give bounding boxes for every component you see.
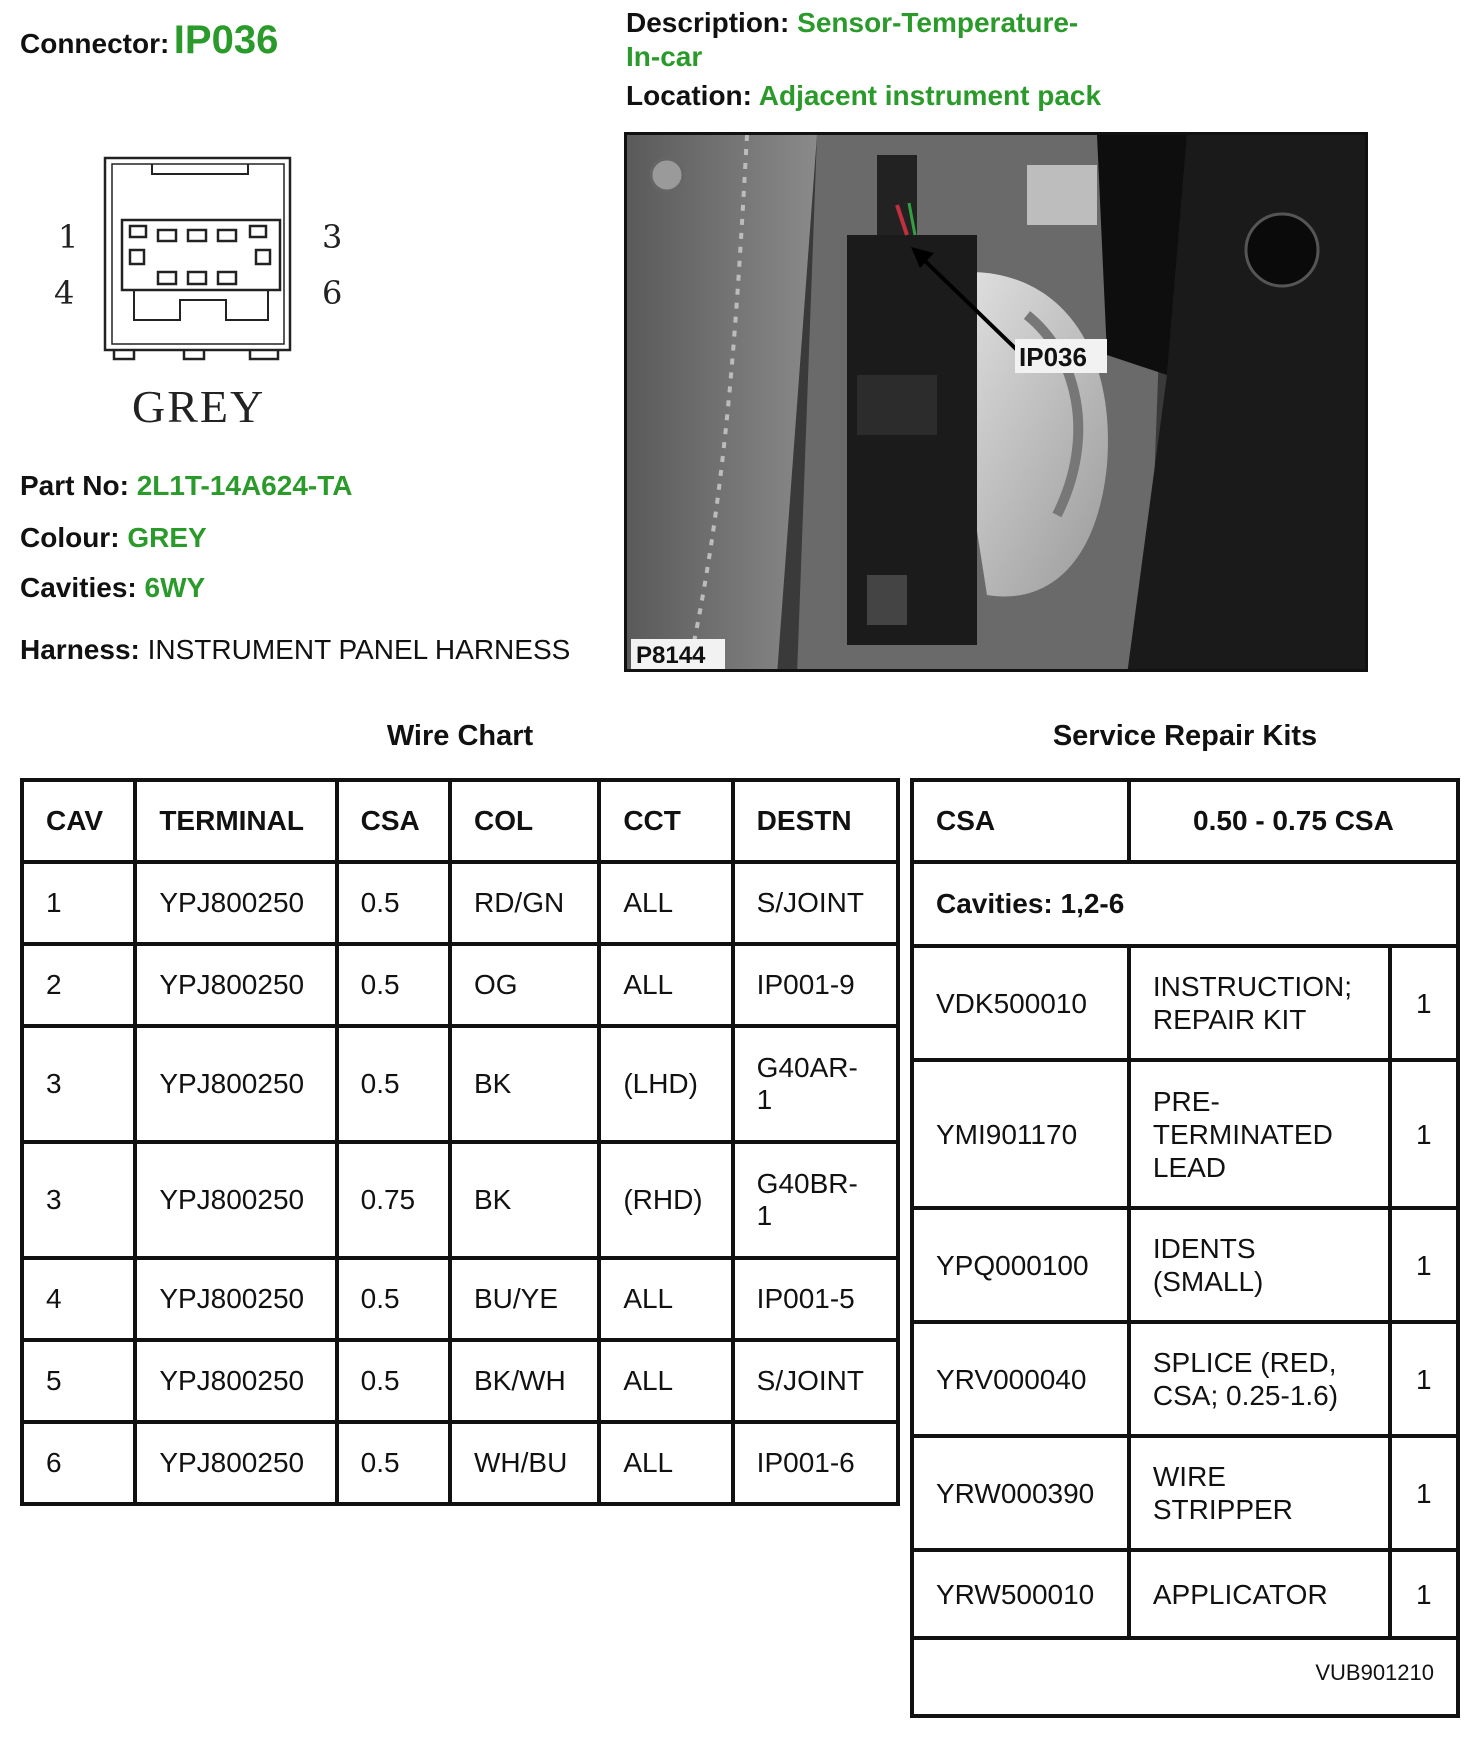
- wire-cell-col: BK: [450, 1142, 599, 1258]
- wire-cell-destn: G40BR- 1: [733, 1142, 898, 1258]
- wire-cell-destn: IP001-9: [733, 944, 898, 1026]
- part-no-value: 2L1T-14A624-TA: [136, 470, 353, 501]
- table-row: [22, 1142, 898, 1258]
- connector-value: IP036: [173, 18, 279, 62]
- cavities-label: Cavities:: [20, 572, 137, 603]
- kit-part-number: VDK500010: [912, 946, 1129, 1060]
- wire-cell-col: BK/WH: [450, 1340, 599, 1422]
- list-item: [912, 946, 1458, 1060]
- wire-chart-table: [20, 778, 900, 1506]
- photo-callout-label: IP036: [1019, 342, 1087, 372]
- description-label: Description:: [626, 7, 790, 38]
- connector-face-diagram: [100, 154, 300, 364]
- wire-cell-col: RD/GN: [450, 862, 599, 944]
- header-cav: CAV: [22, 780, 135, 862]
- location-field: [626, 80, 1101, 112]
- pin-label-6: 6: [322, 274, 343, 312]
- wire-cell-csa: 0.5: [337, 1340, 450, 1422]
- wire-cell-destn: IP001-5: [733, 1258, 898, 1340]
- pin-label-1: 1: [58, 218, 79, 256]
- kit-description: PRE- TERMINATED LEAD: [1129, 1060, 1390, 1208]
- harness-value: INSTRUMENT PANEL HARNESS: [147, 634, 571, 665]
- part-no-label: Part No:: [20, 470, 129, 501]
- description-field: [626, 6, 1078, 74]
- photo-illustration: [627, 135, 1368, 672]
- kit-part-number: YRW500010: [912, 1550, 1129, 1638]
- kit-quantity: 1: [1390, 1208, 1458, 1322]
- list-item: [912, 1060, 1458, 1208]
- header-cct: CCT: [599, 780, 732, 862]
- connector-label: Connector:: [20, 28, 170, 59]
- pin-label-3: 3: [322, 218, 343, 256]
- wire-cell-cct: ALL: [599, 1258, 732, 1340]
- wire-cell-csa: 0.75: [337, 1142, 450, 1258]
- table-row: [22, 862, 898, 944]
- kit-quantity: 1: [1390, 1060, 1458, 1208]
- table-row: [22, 1258, 898, 1340]
- kit-quantity: 1: [1390, 946, 1458, 1060]
- list-item: [912, 1436, 1458, 1550]
- repair-kits-title: Service Repair Kits: [1052, 720, 1318, 752]
- wire-cell-col: BK: [450, 1026, 599, 1142]
- table-row: [22, 1026, 898, 1142]
- wire-chart-header-row: [22, 780, 898, 862]
- kit-part-number: YRV000040: [912, 1322, 1129, 1436]
- wire-cell-destn: S/JOINT: [733, 862, 898, 944]
- cavities-field: [20, 572, 205, 604]
- wire-cell-cct: ALL: [599, 944, 732, 1026]
- wire-cell-terminal: YPJ800250: [135, 1340, 336, 1422]
- wire-cell-terminal: YPJ800250: [135, 1026, 336, 1142]
- location-value: Adjacent instrument pack: [758, 80, 1102, 111]
- wire-cell-col: BU/YE: [450, 1258, 599, 1340]
- kit-part-number: YRW000390: [912, 1436, 1129, 1550]
- location-label: Location:: [626, 80, 752, 111]
- repair-kits-table: [910, 778, 1460, 1718]
- wire-cell-terminal: YPJ800250: [135, 944, 336, 1026]
- wire-cell-cav: 2: [22, 944, 135, 1026]
- kit-quantity: 1: [1390, 1436, 1458, 1550]
- wire-cell-cct: ALL: [599, 1340, 732, 1422]
- kits-header-csa: CSA: [912, 780, 1129, 862]
- connector-field: [20, 18, 278, 63]
- wire-cell-csa: 0.5: [337, 862, 450, 944]
- table-row: [22, 1422, 898, 1504]
- repair-kits-ref-row: [912, 1638, 1458, 1716]
- kit-description: SPLICE (RED, CSA; 0.25-1.6): [1129, 1322, 1390, 1436]
- colour-value: GREY: [127, 522, 207, 553]
- wire-cell-cct: (LHD): [599, 1026, 732, 1142]
- kit-part-number: YMI901170: [912, 1060, 1129, 1208]
- kit-description: INSTRUCTION; REPAIR KIT: [1129, 946, 1390, 1060]
- wire-chart-title: Wire Chart: [386, 720, 534, 752]
- wire-cell-col: OG: [450, 944, 599, 1026]
- kits-cavities-cell: Cavities: 1,2-6: [912, 862, 1458, 946]
- kit-part-number: YPQ000100: [912, 1208, 1129, 1322]
- kits-header-csa-value: 0.50 - 0.75 CSA: [1129, 780, 1458, 862]
- wire-cell-cct: ALL: [599, 862, 732, 944]
- repair-kits-header-row: [912, 780, 1458, 862]
- wire-cell-cav: 1: [22, 862, 135, 944]
- kits-reference: VUB901210: [912, 1638, 1458, 1716]
- kit-quantity: 1: [1390, 1322, 1458, 1436]
- list-item: [912, 1550, 1458, 1638]
- list-item: [912, 1322, 1458, 1436]
- pin-label-4: 4: [54, 274, 75, 312]
- kit-description: APPLICATOR: [1129, 1550, 1390, 1638]
- wire-cell-cav: 4: [22, 1258, 135, 1340]
- header-col: COL: [450, 780, 599, 862]
- part-no-field: [20, 470, 352, 502]
- wire-cell-destn: IP001-6: [733, 1422, 898, 1504]
- colour-label: Colour:: [20, 522, 120, 553]
- table-row: [22, 944, 898, 1026]
- wire-cell-csa: 0.5: [337, 1258, 450, 1340]
- harness-label: Harness:: [20, 634, 140, 665]
- wire-cell-csa: 0.5: [337, 1422, 450, 1504]
- repair-kits-cavities-row: [912, 862, 1458, 946]
- kit-description: WIRE STRIPPER: [1129, 1436, 1390, 1550]
- location-photo: [624, 132, 1368, 672]
- kit-quantity: 1: [1390, 1550, 1458, 1638]
- list-item: [912, 1208, 1458, 1322]
- wire-cell-csa: 0.5: [337, 944, 450, 1026]
- kit-description: IDENTS (SMALL): [1129, 1208, 1390, 1322]
- colour-field: [20, 522, 207, 554]
- wire-cell-terminal: YPJ800250: [135, 862, 336, 944]
- wire-cell-destn: G40AR- 1: [733, 1026, 898, 1142]
- wire-cell-cav: 3: [22, 1026, 135, 1142]
- table-row: [22, 1340, 898, 1422]
- wire-cell-cav: 3: [22, 1142, 135, 1258]
- header-csa: CSA: [337, 780, 450, 862]
- description-value-line1: Sensor-Temperature-: [797, 7, 1079, 38]
- description-value-line2: In-car: [626, 41, 703, 72]
- wire-cell-terminal: YPJ800250: [135, 1142, 336, 1258]
- wire-cell-cct: (RHD): [599, 1142, 732, 1258]
- header-terminal: TERMINAL: [135, 780, 336, 862]
- wire-cell-destn: S/JOINT: [733, 1340, 898, 1422]
- wire-cell-csa: 0.5: [337, 1026, 450, 1142]
- connector-colour-caption: GREY: [132, 381, 266, 432]
- wire-cell-terminal: YPJ800250: [135, 1422, 336, 1504]
- wire-cell-cav: 5: [22, 1340, 135, 1422]
- wire-cell-cct: ALL: [599, 1422, 732, 1504]
- wire-cell-col: WH/BU: [450, 1422, 599, 1504]
- wire-cell-terminal: YPJ800250: [135, 1258, 336, 1340]
- harness-field: [20, 634, 570, 666]
- wire-cell-cav: 6: [22, 1422, 135, 1504]
- photo-ref-label: P8144: [636, 642, 706, 669]
- header-destn: DESTN: [733, 780, 898, 862]
- cavities-value: 6WY: [144, 572, 206, 603]
